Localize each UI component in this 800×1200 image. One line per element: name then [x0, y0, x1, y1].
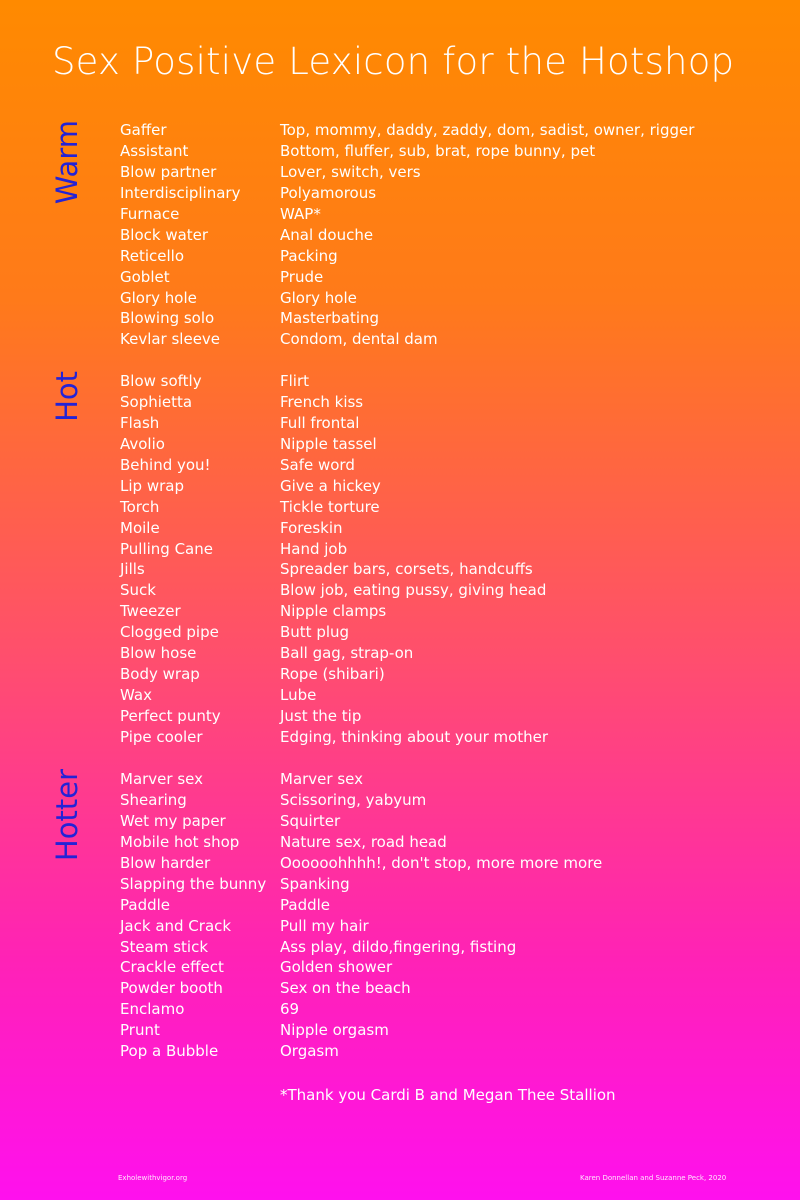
lexicon-row — [120, 497, 548, 518]
lexicon-row — [120, 539, 548, 560]
glassblowing-term: Avolio — [120, 434, 165, 453]
glassblowing-term: Interdisciplinary — [120, 183, 241, 202]
sex-positive-meaning: Give a hickey — [280, 476, 381, 495]
sex-positive-meaning: Just the tip — [280, 707, 362, 725]
glassblowing-term: Slapping the bunny — [120, 874, 267, 893]
lexicon-row — [120, 978, 602, 999]
sex-positive-meaning: Lube — [280, 686, 317, 705]
section-label-warm: Warm — [50, 120, 84, 205]
glassblowing-term: Blow hose — [120, 644, 197, 663]
sex-positive-meaning: Marver sex — [280, 770, 363, 788]
glassblowing-term: Glory hole — [120, 288, 197, 307]
glassblowing-term: Blow harder — [120, 853, 211, 872]
glassblowing-term: Torch — [120, 497, 160, 516]
glassblowing-term: Perfect punty — [120, 707, 221, 725]
lexicon-row — [120, 957, 602, 978]
glassblowing-term: Tweezer — [120, 602, 181, 621]
glassblowing-term: Reticello — [120, 246, 185, 265]
lexicon-row — [120, 559, 548, 580]
sex-positive-meaning: Glory hole — [280, 288, 357, 307]
sex-positive-meaning: Ball gag, strap-on — [280, 644, 414, 663]
glassblowing-term: Furnace — [120, 204, 180, 223]
lexicon-row — [120, 1020, 602, 1041]
sex-positive-meaning: Safe word — [280, 455, 355, 474]
lexicon-row — [120, 518, 548, 539]
sex-positive-meaning: Full frontal — [280, 413, 360, 432]
lexicon-row — [120, 790, 602, 811]
glassblowing-term: Powder booth — [120, 979, 223, 998]
lexicon-row — [120, 329, 694, 350]
sex-positive-meaning: 69 — [280, 1000, 300, 1019]
lexicon-row — [120, 246, 694, 267]
lexicon-row — [120, 267, 694, 288]
sex-positive-meaning: Lover, switch, vers — [280, 162, 421, 181]
rows-hotter — [120, 769, 602, 1062]
lexicon-row — [120, 308, 694, 329]
glassblowing-term: Paddle — [120, 895, 171, 914]
sex-positive-meaning: Oooooohhhh!, don't stop, more more more — [280, 853, 603, 872]
glassblowing-term: Blowing solo — [120, 309, 215, 328]
lexicon-row — [120, 162, 694, 183]
sex-positive-meaning: Masterbating — [280, 309, 380, 328]
glassblowing-term: Behind you! — [120, 455, 211, 474]
sex-positive-meaning: Scissoring, yabyum — [280, 790, 427, 809]
sex-positive-meaning: Hand job — [280, 539, 348, 558]
lexicon-row — [120, 643, 548, 664]
glassblowing-term: Block water — [120, 225, 209, 244]
glassblowing-term: Enclamo — [120, 1000, 185, 1019]
glassblowing-term: Steam stick — [120, 937, 209, 956]
lexicon-row — [120, 1041, 602, 1062]
lexicon-row — [120, 120, 694, 141]
lexicon-row — [120, 141, 694, 162]
sex-positive-meaning: Orgasm — [280, 1042, 339, 1061]
lexicon-row — [120, 769, 602, 790]
glassblowing-term: Wax — [120, 686, 152, 705]
lexicon-row — [120, 225, 694, 246]
glassblowing-term: Kevlar sleeve — [120, 330, 221, 349]
lexicon-row — [120, 874, 602, 895]
glassblowing-term: Assistant — [120, 141, 189, 160]
glassblowing-term: Marver sex — [120, 770, 203, 788]
lexicon-row — [120, 413, 548, 434]
glassblowing-term: Goblet — [120, 267, 170, 286]
footnote: *Thank you Cardi B and Megan Thee Stallion — [280, 1086, 616, 1104]
section-label-hotter: Hotter — [50, 769, 84, 862]
lexicon-row — [120, 476, 548, 497]
glassblowing-term: Pipe cooler — [120, 727, 203, 746]
lexicon-row — [120, 183, 694, 204]
sex-positive-meaning: Condom, dental dam — [280, 330, 438, 349]
sex-positive-meaning: Squirter — [280, 811, 341, 830]
author-credit: Karen Donnellan and Suzanne Peck, 2020 — [580, 1174, 727, 1182]
glassblowing-term: Clogged pipe — [120, 623, 219, 642]
lexicon-row — [120, 937, 602, 958]
glassblowing-term: Pop a Bubble — [120, 1042, 219, 1061]
lexicon-row — [120, 204, 694, 225]
lexicon-row — [120, 706, 548, 727]
rows-hot — [120, 371, 548, 748]
sex-positive-meaning: Polyamorous — [280, 183, 377, 202]
glassblowing-term: Moile — [120, 518, 160, 537]
glassblowing-term: Shearing — [120, 790, 187, 809]
lexicon-row — [120, 455, 548, 476]
lexicon-row — [120, 832, 602, 853]
sex-positive-meaning: Packing — [280, 246, 338, 265]
glassblowing-term: Gaffer — [120, 121, 167, 139]
sex-positive-meaning: Edging, thinking about your mother — [280, 727, 549, 746]
lexicon-row — [120, 434, 548, 455]
glassblowing-term: Blow softly — [120, 372, 202, 390]
lexicon-row — [120, 916, 602, 937]
lexicon-row — [120, 895, 602, 916]
sex-positive-meaning: Prude — [280, 267, 324, 286]
lexicon-row — [120, 371, 548, 392]
sex-positive-meaning: Nipple orgasm — [280, 1021, 389, 1040]
sex-positive-meaning: Flirt — [280, 372, 310, 390]
glassblowing-term: Jills — [120, 560, 145, 579]
lexicon-row — [120, 853, 602, 874]
sex-positive-meaning: Blow job, eating pussy, giving head — [280, 581, 547, 600]
sex-positive-meaning: Ass play, dildo,fingering, fisting — [280, 937, 517, 956]
sex-positive-meaning: French kiss — [280, 392, 364, 411]
glassblowing-term: Suck — [120, 581, 156, 600]
lexicon-row — [120, 622, 548, 643]
glassblowing-term: Lip wrap — [120, 476, 184, 495]
glassblowing-term: Body wrap — [120, 665, 200, 684]
lexicon-row — [120, 664, 548, 685]
glassblowing-term: Mobile hot shop — [120, 832, 240, 851]
sex-positive-meaning: Butt plug — [280, 623, 350, 642]
lexicon-row — [120, 288, 694, 309]
sex-positive-meaning: Nipple tassel — [280, 434, 377, 453]
sex-positive-meaning: WAP* — [280, 204, 321, 223]
sex-positive-meaning: Anal douche — [280, 225, 374, 244]
lexicon-row — [120, 999, 602, 1020]
lexicon-row — [120, 811, 602, 832]
sex-positive-meaning: Rope (shibari) — [280, 665, 385, 684]
sex-positive-meaning: Nature sex, road head — [280, 832, 447, 851]
sex-positive-meaning: Paddle — [280, 895, 331, 914]
lexicon-row — [120, 727, 548, 748]
sex-positive-meaning: Bottom, fluffer, sub, brat, rope bunny, pet — [280, 141, 596, 160]
glassblowing-term: Blow partner — [120, 162, 217, 181]
glassblowing-term: Crackle effect — [120, 958, 224, 977]
glassblowing-term: Jack and Crack — [120, 916, 232, 935]
poster-title: Sex Positive Lexicon for the Hotshop — [52, 40, 735, 83]
lexicon-row — [120, 601, 548, 622]
section-label-hot: Hot — [50, 371, 84, 422]
glassblowing-term: Sophietta — [120, 392, 193, 411]
glassblowing-term: Prunt — [120, 1021, 160, 1040]
sex-positive-meaning: Foreskin — [280, 518, 343, 537]
glassblowing-term: Flash — [120, 413, 160, 432]
sex-positive-meaning: Pull my hair — [280, 916, 369, 935]
lexicon-row — [120, 685, 548, 706]
lexicon-row — [120, 580, 548, 601]
sex-positive-meaning: Nipple clamps — [280, 602, 387, 621]
lexicon-row — [120, 392, 548, 413]
glassblowing-term: Pulling Cane — [120, 539, 213, 558]
sex-positive-meaning: Spreader bars, corsets, handcuffs — [280, 560, 533, 579]
sex-positive-meaning: Sex on the beach — [280, 979, 411, 998]
sex-positive-meaning: Top, mommy, daddy, zaddy, dom, sadist, owner, rigger — [280, 121, 695, 139]
glassblowing-term: Wet my paper — [120, 811, 226, 830]
website-credit: Exholewithvigor.org — [118, 1174, 188, 1182]
sex-positive-meaning: Golden shower — [280, 958, 393, 977]
sex-positive-meaning: Tickle torture — [280, 497, 380, 516]
sex-positive-meaning: Spanking — [280, 874, 350, 893]
rows-warm — [120, 120, 694, 350]
